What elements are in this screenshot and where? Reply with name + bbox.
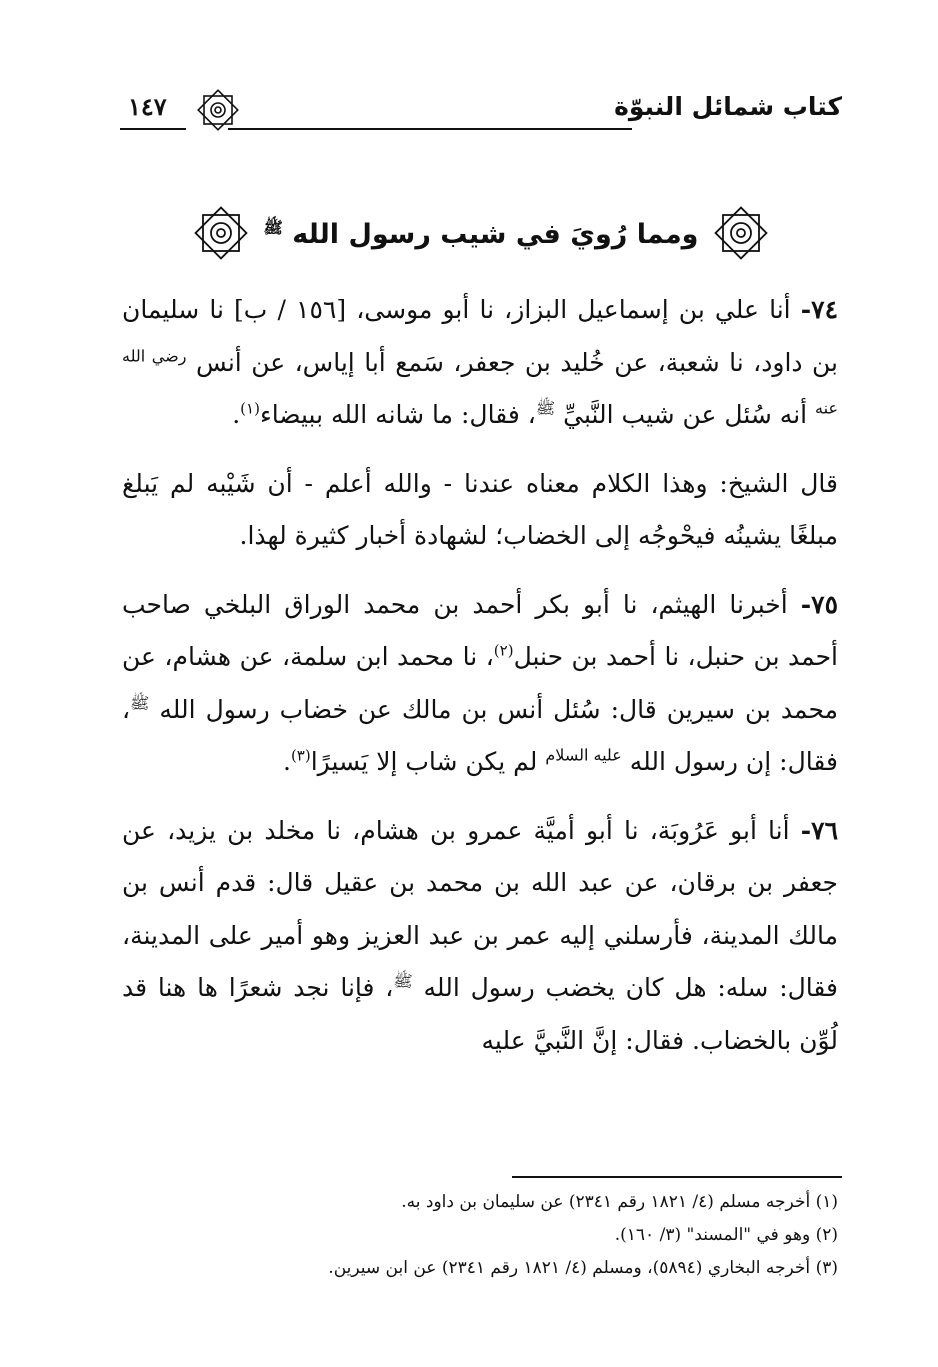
text-segment: . [232, 400, 241, 429]
text-segment: ، فقال: ما شانه الله ببيضاء [259, 400, 536, 429]
footnote-ref: (٢) [493, 641, 514, 660]
footnote-mark: (٣) [815, 1258, 838, 1278]
hadith-74 [122, 284, 838, 442]
footnote-mark: (٢) [815, 1225, 838, 1245]
honorific-mark: عليه السلام [545, 745, 622, 765]
text-segment: ، فقال: إن رسول الله [122, 694, 838, 776]
book-title: كتاب شمائل النبوّة [614, 92, 842, 121]
footnotes [120, 1186, 838, 1285]
section-title-text [256, 200, 707, 270]
honorific-mark: رضي الله عنه [122, 346, 838, 418]
star-ornament-icon [196, 88, 240, 136]
honorific-mark: ﷺ [130, 693, 150, 713]
header-rule-left [120, 128, 186, 130]
page-number: ١٤٧ [128, 92, 167, 121]
text-segment: قال الشيخ: وهذا الكلام معناه عندنا - والله أعلم - أن شَيْبه لم يَبلغ مبلغًا يشينُه فيحْوجُه إلى الخضاب؛ لشهادة أخبار كثيرة لهذا. [122, 468, 838, 550]
hadith-number: ٧٦- [800, 815, 838, 845]
text-segment: ، نا محمد ابن سلمة، عن هشام، عن محمد بن سيرين قال: سُئل أنس بن مالك عن خضاب رسول الله [122, 642, 838, 724]
hadith-75 [122, 579, 838, 789]
footnote-ref: (٣) [290, 746, 311, 765]
section-title [120, 200, 842, 270]
star-ornament-icon [712, 204, 770, 266]
honorific-mark: ﷺ [535, 398, 556, 418]
footnote-item [120, 1186, 838, 1219]
honorific-mark: ﷺ [393, 971, 413, 991]
star-ornament-icon [192, 204, 250, 266]
text-segment: لم يكن شاب إلا يَسيرًا [310, 747, 546, 776]
footnote-text: أخرجه مسلم (٤/ ١٨٢١ رقم ٢٣٤١) عن سليمان بن داود به. [401, 1192, 811, 1212]
footnote-mark: (١) [815, 1192, 838, 1212]
main-text [122, 284, 838, 1083]
text-segment: أنا علي بن إسماعيل البزاز، نا أبو موسى، [١٥٦ / ب] نا سليمان بن داود، نا شعبة، عن خُليد بن جعفر، سَمع أبا إياس، عن أنس [122, 295, 838, 377]
footnote-text: وهو في "المسند" (٣/ ١٦٠). [614, 1225, 811, 1245]
text-segment: أنه سُئل عن شيب النَّبيِّ [555, 400, 816, 429]
footnote-item [120, 1219, 838, 1252]
hadith-number: ٧٤- [800, 295, 838, 324]
footnote-separator [512, 1176, 842, 1178]
hadith-number: ٧٥- [800, 589, 838, 619]
section-title-label: ومما رُويَ في شيب رسول الله [292, 219, 699, 250]
hadith-76 [122, 805, 838, 1068]
text-segment: ، فإنا نجد شعرًا ها هنا قد لُوِّن بالخضاب. فقال: إنَّ النَّبيَّ عليه [122, 973, 838, 1055]
text-segment: أنا أبو عَرُوبَة، نا أبو أميَّة عمرو بن هشام، نا مخلد بن يزيد، عن جعفر بن برقان، عن عبد الله بن محمد بن عقيل قال: قدم أنس بن مالك المدينة، فأرسلني إليه عمر بن عبد العزيز وهو أمير على المدينة، فقال: سله: هل كان يخضب رسول الله [122, 815, 839, 1002]
honorific-mark: ﷺ [263, 218, 283, 237]
text-segment: . [282, 747, 291, 776]
footnote-ref: (١) [240, 399, 260, 418]
footnote-item [120, 1252, 838, 1285]
running-header [120, 88, 842, 136]
header-rule [228, 128, 632, 130]
commentary-paragraph [122, 458, 838, 563]
text-segment: أخبرنا الهيثم، نا أبو بكر أحمد بن محمد الوراق البلخي صاحب أحمد بن حنبل، نا أحمد بن حنبل [122, 589, 838, 671]
footnote-text: أخرجه البخاري (٥٨٩٤)، ومسلم (٤/ ١٨٢١ رقم ٢٣٤١) عن ابن سيرين. [328, 1258, 811, 1278]
